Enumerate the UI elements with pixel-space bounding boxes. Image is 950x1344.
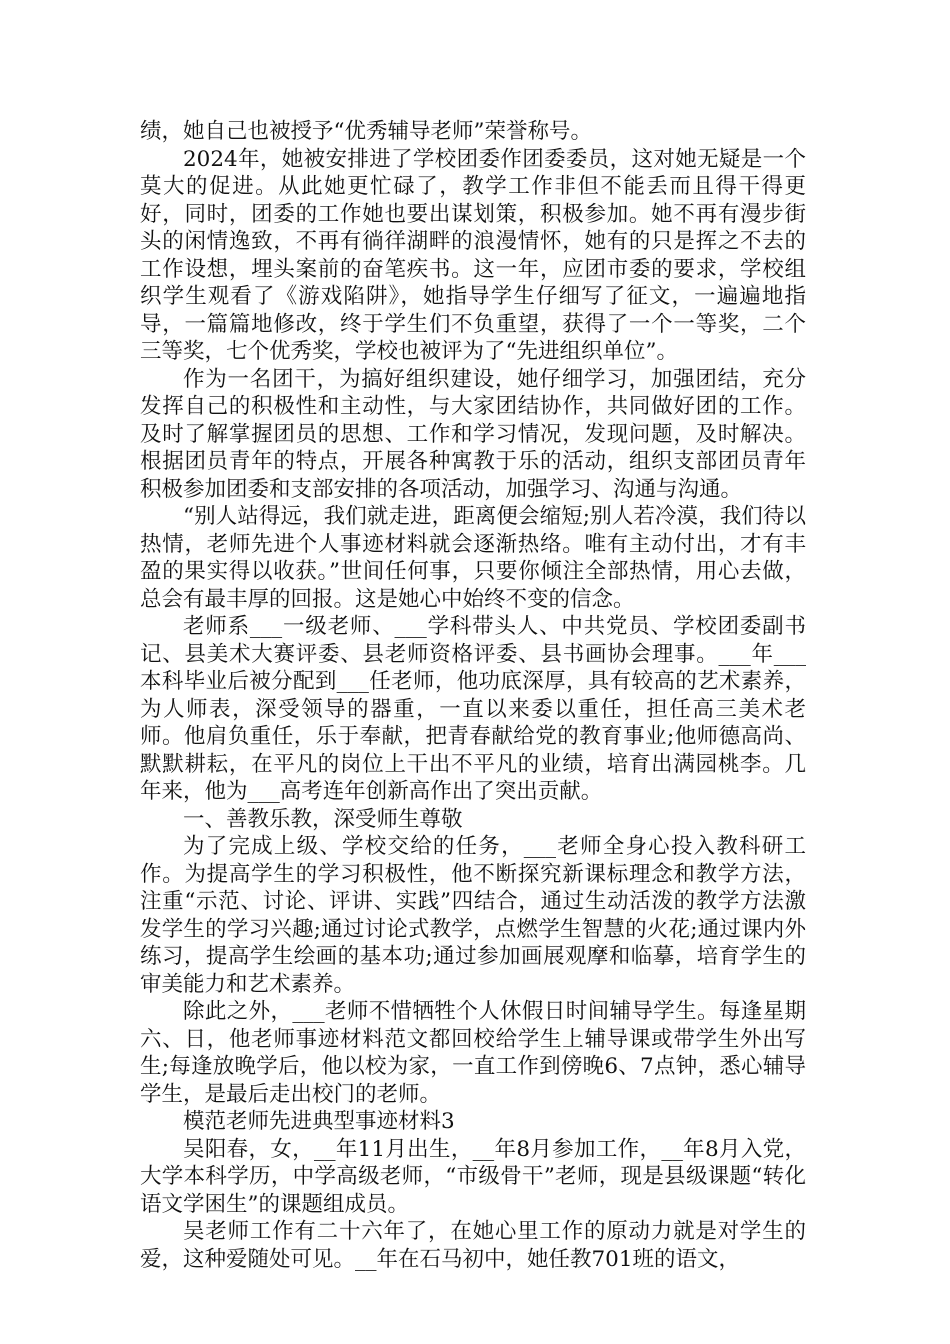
paragraph: 2024年，她被安排进了学校团委作团委委员，这对她无疑是一个莫大的促进。从此她更忙碌了，教学工作非但不能丢而且得干得更好，同时，团委的工作她也要出谋划策，积极参加。她不再有漫步街头的闲情逸致，不再有徜徉湖畔的浪漫情怀，她有的只是挥之不去的工作设想，埋头案前的奋笔疾书。这一年，应团市委的要求，学校组织学生观看了《游戏陷阱》，她指导学生仔细写了征文，一遍遍地指导，一篇篇地修改，终于学生们不负重望，获得了一个一等奖，二个三等奖，七个优秀奖，学校也被评为了“先进组织单位”。 xyxy=(140,146,806,364)
document-body xyxy=(140,118,806,1273)
paragraph: 作为一名团干，为搞好组织建设，她仔细学习，加强团结，充分发挥自己的积极性和主动性，与大家团结协作，共同做好团的工作。及时了解掌握团员的思想、工作和学习情况，发现问题，及时解决。根据团员青年的特点，开展各种寓教于乐的活动，组织支部团员青年积极参加团委和支部安排的各项活动，加强学习、沟通与沟通。 xyxy=(140,366,806,502)
paragraph: 老师系___一级老师、___学科带头人、中共党员、学校团委副书记、县美术大赛评委、县老师资格评委、县书画协会理事。___年___本科毕业后被分配到___任老师，他功底深厚，具有较高的艺术素养，为人师表，深受领导的器重，一直以来委以重任，担任高三美术老师。他肩负重任，乐于奉献，把青春献给党的教育事业;他师德高尚、默默耕耘，在平凡的岗位上干出不平凡的业绩，培育出满园桃李。几年来，他为___高考连年创新高作出了突出贡献。 xyxy=(140,614,806,804)
paragraph: 吴老师工作有二十六年了，在她心里工作的原动力就是对学生的爱，这种爱随处可见。__年在石马初中，她任教701班的语文， xyxy=(140,1219,806,1272)
paragraph: 除此之外，___老师不惜牺牲个人休假日时间辅导学生。每逢星期六、日，他老师事迹材料范文都回校给学生上辅导课或带学生外出写生;每逢放晚学后，他以校为家，一直工作到傍晚6、7点钟，悉心辅导学生，是最后走出校门的老师。 xyxy=(140,999,806,1107)
paragraph: 为了完成上级、学校交给的任务，___老师全身心投入教科研工作。为提高学生的学习积极性，他不断探究新课标理念和教学方法，注重“示范、讨论、评讲、实践”四结合，通过生动活泼的教学方法激发学生的学习兴趣;通过讨论式教学，点燃学生智慧的火花;通过课内外练习，提高学生绘画的基本功;通过参加画展观摩和临摹，培育学生的审美能力和艺术素养。 xyxy=(140,834,806,997)
section-title: 模范老师先进典型事迹材料3 xyxy=(183,1109,455,1134)
paragraph-continuation: 绩，她自己也被授予“优秀辅导老师”荣誉称号。 xyxy=(140,119,592,144)
section-heading: 一、善教乐教，深受师生尊敬 xyxy=(183,806,463,832)
paragraph: 吴阳春，女，__年11月出生，__年8月参加工作，__年8月入党，大学本科学历，中学高级老师，“市级骨干”老师，现是县级课题“转化语文学困生”的课题组成员。 xyxy=(140,1136,806,1217)
paragraph: “别人站得远，我们就走进，距离便会缩短;别人若冷漠，我们待以热情，老师先进个人事迹材料就会逐渐热络。唯有主动付出，才有丰盈的果实得以收获。”世间任何事，只要你倾注全部热情，用心去做，总会有最丰厚的回报。这是她心中始终不变的信念。 xyxy=(140,504,806,612)
